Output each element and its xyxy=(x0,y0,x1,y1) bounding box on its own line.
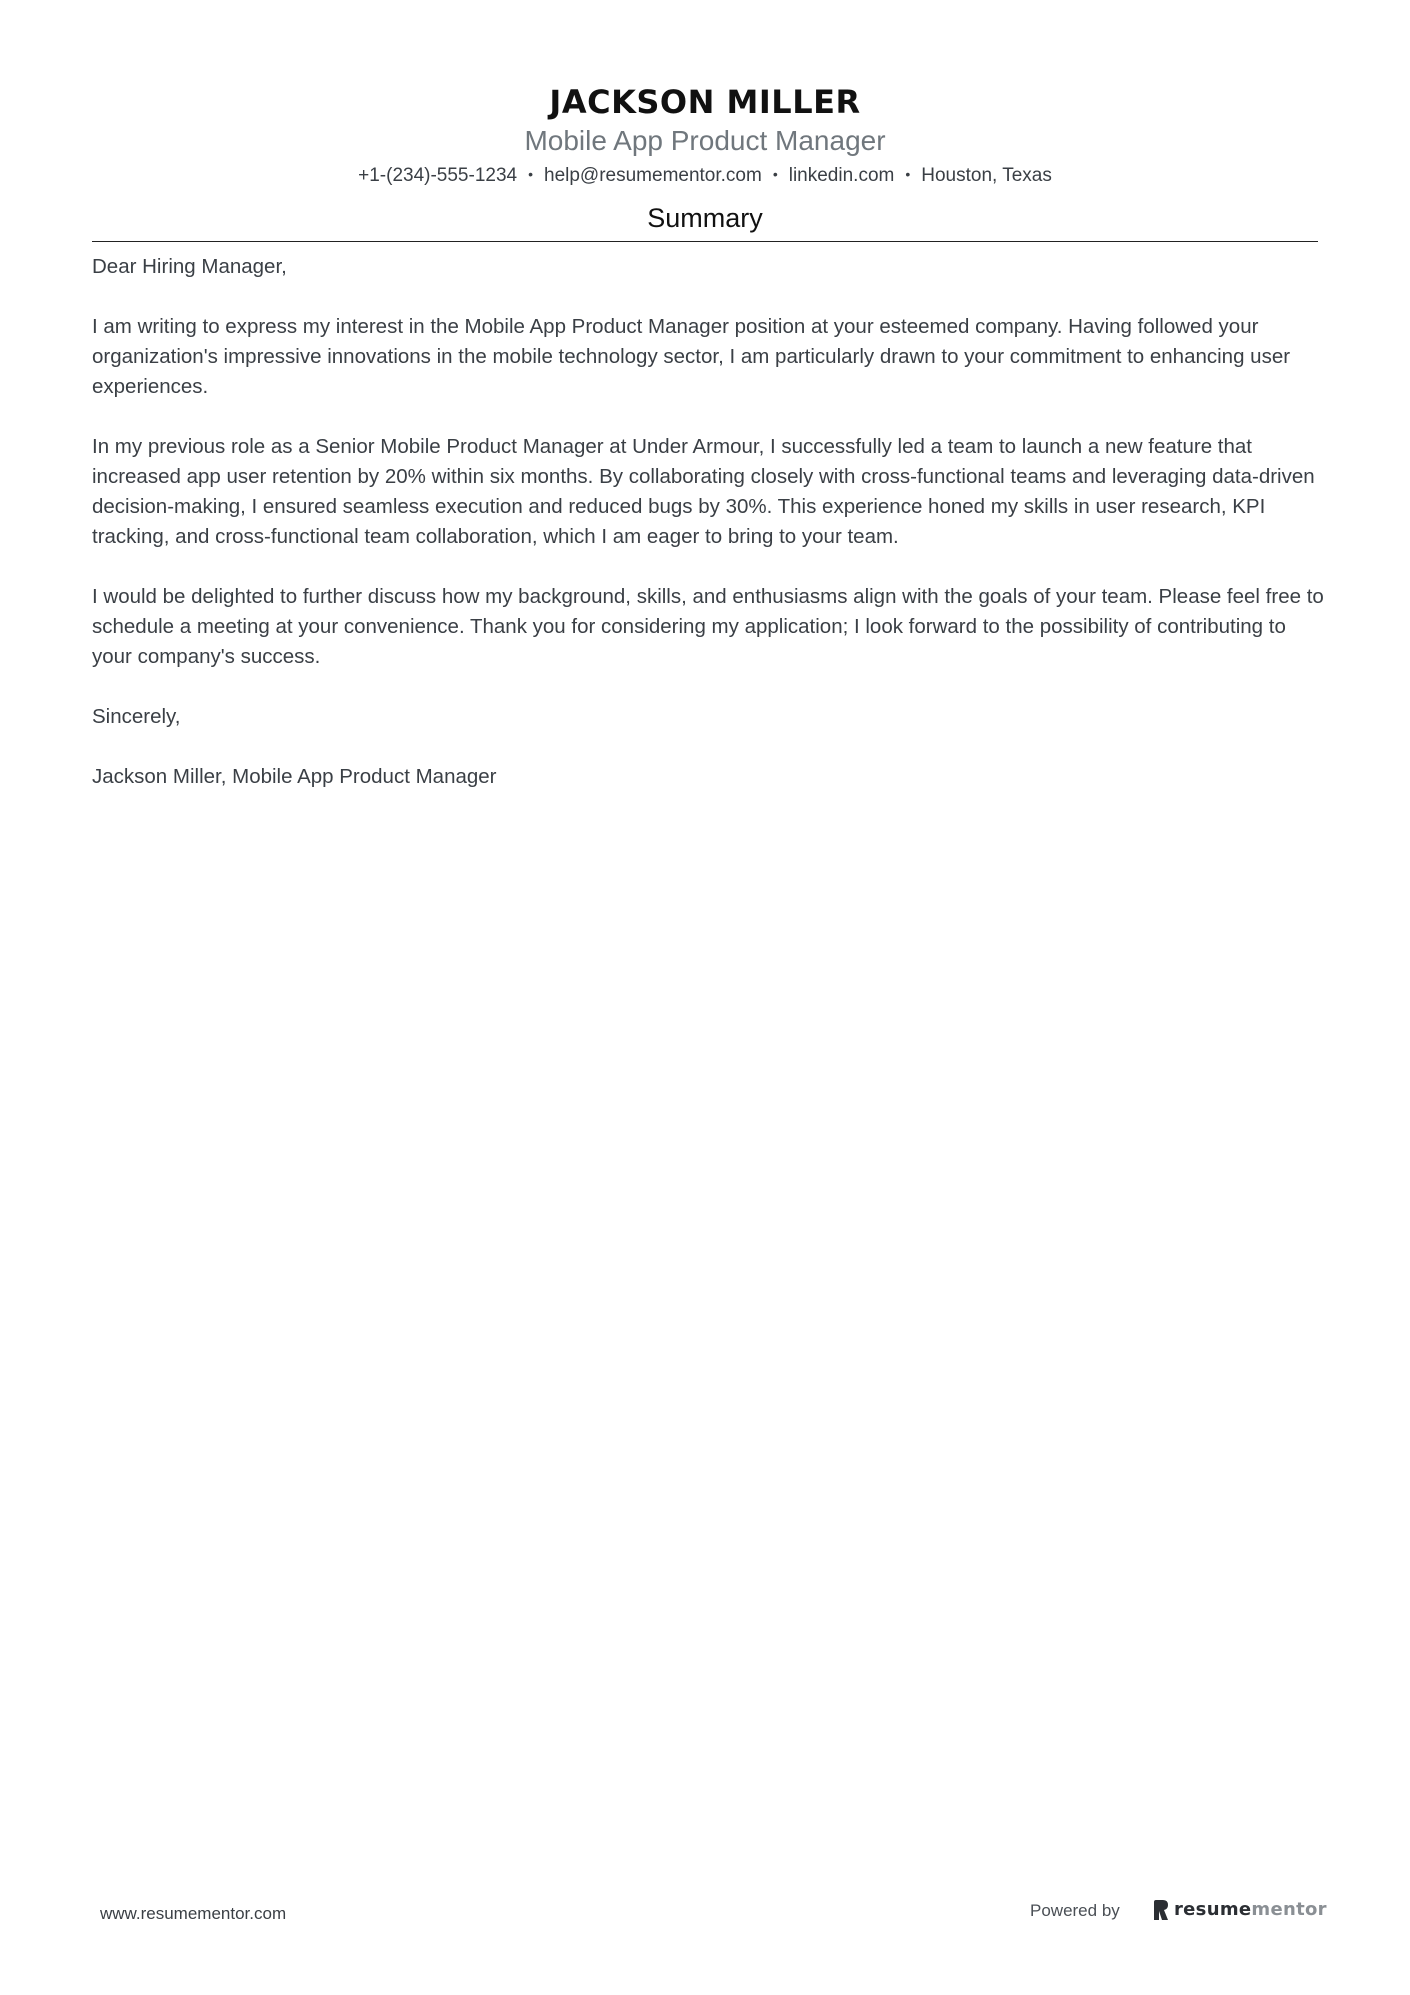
letter-body xyxy=(92,252,1328,822)
footer-website-link[interactable]: www.resumementor.com xyxy=(100,1904,287,1923)
email-link[interactable]: help@resumementor.com xyxy=(544,165,762,186)
location: Houston, Texas xyxy=(921,165,1052,186)
closing: Sincerely, xyxy=(92,705,181,728)
job-title: Mobile App Product Manager xyxy=(524,125,886,156)
bullet-separator: • xyxy=(905,166,911,182)
bullet-separator: • xyxy=(772,166,778,182)
bullet-separator: • xyxy=(528,166,533,182)
brand-name: resumementor xyxy=(1174,1899,1327,1920)
greeting: Dear Hiring Manager, xyxy=(92,255,287,278)
paragraph-2: In my previous role as a Senior Mobile Product Manager at Under Armour, I successfully led a team to launch a new feature that increased app user retention by 20% within six months. By collaborating closely with cross-functional teams and leveraging data-driven decision-making, I ensured seamless execution and reduced bugs by 30%. This experience honed my skills in user research, KPI tracking, and cross-functional team collaboration, which I am eager to bring to your team. xyxy=(92,435,1315,548)
paragraph-3: I would be delighted to further discuss how my background, skills, and enthusiasms align with the goals of your team. Please feel free to schedule a meeting at your convenience. Thank you for considering my application; I look forward to the possibility of contributing to your company's success. xyxy=(92,585,1324,668)
header xyxy=(92,80,1318,190)
candidate-name: JACKSON MILLER xyxy=(549,83,861,121)
resumementor-logo-icon xyxy=(1152,1899,1169,1921)
brand-logo[interactable] xyxy=(1152,1896,1327,1924)
section-divider xyxy=(92,241,1318,242)
paragraph-1: I am writing to express my interest in the Mobile App Product Manager position at your esteemed company. Having followed your organization's impressive innovations in the mobile technology sector, I am particularly drawn to your commitment to enhancing user experiences. xyxy=(92,315,1291,398)
contact-line xyxy=(92,160,1318,190)
phone-number: +1-(234)-555-1234 xyxy=(358,165,518,186)
signature: Jackson Miller, Mobile App Product Manager xyxy=(92,765,497,788)
linkedin-link[interactable]: linkedin.com xyxy=(788,165,895,186)
powered-by-label: Powered by xyxy=(1030,1901,1120,1920)
section-title: Summary xyxy=(647,203,763,233)
